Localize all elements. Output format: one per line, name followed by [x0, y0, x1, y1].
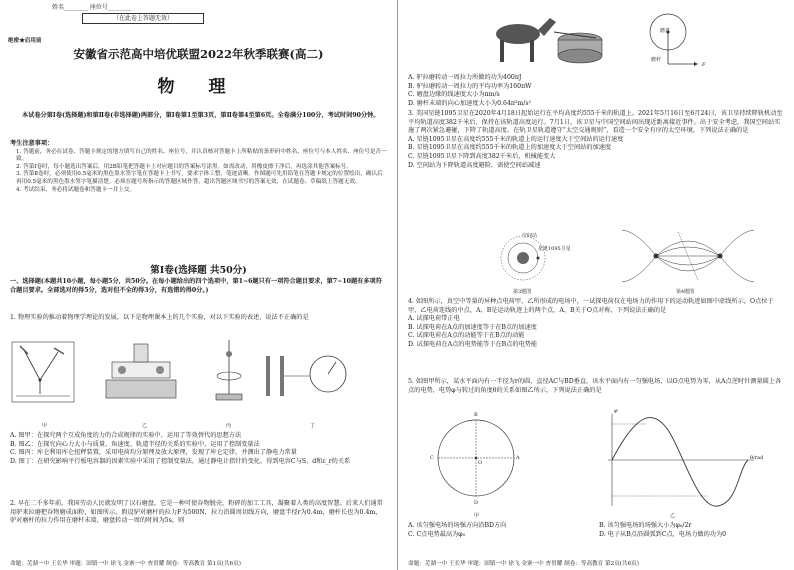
caption-bing: 丙 — [226, 423, 232, 429]
q4-option-b: B. 试探电荷在A点的加速度等于在B点的加速度 — [408, 323, 537, 331]
left-footer — [10, 559, 387, 567]
label-d: D — [474, 500, 479, 506]
notes-title: 考生注意事项： — [10, 140, 54, 147]
q3-option-a: A. 星链1095卫星在高度约555千米的轨道上的运行速度大于空间站的运行速度 — [408, 135, 624, 143]
q2-option-a: A. 驴拉磨转动一周拉力所做的功为400πJ — [408, 74, 522, 81]
section-intro-block — [10, 278, 387, 295]
q4-option-d: D. 试探电荷在A点的电势能等于在B点的电势能 — [408, 340, 538, 348]
exam-title: 安徽省示范高中培优联盟2022年秋季联赛(高二) — [73, 47, 324, 61]
label-space-station: 空间站 — [522, 233, 538, 239]
q1-option-a: A. 图甲：在探究两个互成角度的力的合成规律的实验中，运用了等效替代的思想方法 — [10, 432, 242, 439]
millstone-illustration — [554, 32, 602, 63]
q4-option-c: C. 试探电荷在A点的动能等于在B点的动能 — [408, 332, 525, 340]
caption-jia: 甲 — [42, 423, 48, 429]
q1-options — [10, 432, 387, 466]
q5-stem: 5. 如图甲所示，某水平面内有一半径为r的圆，直径AC与BD垂直，该水平面内有一匀强电场，以O点电势为零，从A点逆时针测量圆上各点的电势，电势φ与转过的角度θ的关系如图乙所示，下列说法正确的是 — [408, 378, 782, 394]
footer-text: 命题：芜湖一中 王长华 审题：固镇一中 徐飞 金寨一中 查贯耀 制卷：等高教育 第2页(共6页) — [408, 561, 639, 567]
section-title: 第Ⅰ卷(选择题 共50分) — [150, 265, 247, 276]
q3-option-b: B. 星链1095卫星在高度约555千米的轨道上的加速度大于空间站的加速度 — [408, 144, 612, 152]
label-force: F — [702, 62, 706, 68]
secret-label: 绝密★启用前 — [8, 38, 42, 44]
q4-field-figure — [618, 226, 758, 288]
q2-option-c: C. 磨盘边缘的线速度大小为πm/s — [408, 91, 500, 99]
label-c: C — [430, 455, 434, 461]
q2-option-d: D. 磨杆末端的向心加速度大小为0.64π²m/s² — [408, 99, 532, 107]
q5-circle-figure — [426, 410, 526, 510]
q2-figure — [488, 4, 718, 72]
fig-yi-centripetal-apparatus — [106, 344, 176, 398]
q5-option-d: D. 电子从B点沿圆弧到C点，电场力做的功为0 — [599, 530, 727, 538]
right-page — [397, 0, 794, 570]
q5-options — [408, 522, 784, 539]
note-item: 3. 答第Ⅱ卷时，必须使用0.5毫米的黑色墨水签字笔在答题卡上书写，要求字体工整、笔迹清晰。作图题可先用铅笔在答题卡规定的位置绘出，确认后再用0.5毫米的黑色墨水签字笔描清楚。必须在题号所指示的答题区域作答，超出答题区域书写的答案无效，在试题卷、草稿纸上答题无效。 — [16, 171, 383, 185]
question-3 — [408, 110, 784, 170]
label-mopan: 磨盘 — [660, 28, 671, 34]
axis-phi-label: φ — [614, 408, 618, 414]
q2-options — [408, 74, 784, 108]
question-5 — [408, 378, 784, 395]
q1-option-c: C. 图丙：库仑利用库仑扭秤装置，采用电荷均分原理及放大原理，发现了库仑定律，并测出了静电力常量 — [10, 449, 297, 457]
q5-potential-graph — [598, 410, 758, 510]
label-b: B — [474, 412, 478, 418]
q2-stem: 2. 早在二千多年前，我国劳动人民就发明了汉石磨盘，它是一种可使谷物脱壳、粉碎的加工工具，凝聚着人类的高度智慧。后来人们通常用驴来拉磨把谷物磨成面粉，如图所示。假设驴对磨杆的拉力F为500N，拉力沿圆周切线方向，磨盘半径r为0.4m，磨杆长也为0.4m，驴对磨杆的拉力作用在磨杆末端，磨盘转动一周的时间为5s，则 — [10, 500, 383, 525]
section-intro: 一、选择题(本题共10小题，每小题5分，共50分。在每小题给出的四个选项中，第1~6题只有一项符合题目要求，第7~10题有多项符合题目要求。全部选对的得5分，选对但不全的得3分，有选错的得0分。) — [10, 278, 382, 294]
fig-jia-force-table — [12, 342, 74, 402]
q5-option-a: A. 该匀强电场的场强方向沿BD方向 — [408, 522, 507, 529]
label-mogan: 磨杆 — [651, 57, 662, 63]
label-a: A — [516, 455, 520, 461]
question-1 — [10, 314, 387, 323]
no-answer-notice: （在此卷上答题无效） — [82, 13, 204, 24]
axis-theta-label: θ/rad — [750, 455, 764, 461]
q5-option-b: B. 该匀强电场的场强大小为φ₀/2r — [599, 522, 692, 529]
q3-stem: 3. 美国星链1095卫星在2020年4月18日起始运行在平均高度约555千米的轨道上。2021年5月16日至6月24日，该卫星持续降轨机动至平均轨道高度382千米后，保持在该轨道高度运行。7月1日，该卫星与中国空间站间出现近距离接近事件。出于安全考虑，我国空间站实施了两次紧急避碰，下降了轨道高度。在轨卫星轨道遵守“太空交通规则”，看造一个安全有序的太空环境。下列说法正确的是 — [408, 110, 783, 135]
note-item: 2. 答第Ⅰ卷时，每小题选出答案后，用2B铅笔把答题卡上对应题目的答案标号涂黑。如需改动，用橡皮擦干净后，再选涂其他答案标号。 — [16, 163, 352, 170]
q1-option-d: D. 图丁：在研究影响平行板电容器的因素实验中采用了控制变量法，通过静电计指针的变化，得到电容C与S、d和ε_r的关系 — [10, 457, 351, 465]
caption-yi: 乙 — [142, 423, 148, 429]
q5-option-c: C. C点电势最高为φ₀ — [408, 530, 466, 538]
q3-option-d: D. 空间站为下降轨道高度避险，需使空间站减速 — [408, 161, 541, 169]
q4-stem: 4. 如图所示，真空中等量的异种点电荷甲、乙所形成的电场中，一试探电荷仅在电场力的作用下的运动轨迹如图中虚线所示，O点位于甲、乙电荷连线的中点，A、B是运动轨迹上的两个点，A、B关于O点对称，下列说法正确的是 — [408, 298, 774, 314]
intro-text: 本试卷分第Ⅰ卷(选择题)和第Ⅱ卷(非选择题)两部分，第Ⅰ卷第1至第3页，第Ⅱ卷第4至第6页。全卷满分100分，考试时间90分钟。 — [22, 112, 380, 119]
note-item: 4. 考试结束，务必将试题卷和答题卡一并上交。 — [16, 186, 135, 193]
q1-stem: 1. 物理实验的推动着物理学理论的发展，以下是物理课本上的几个实验，对以下实验的表述，说法不正确的是 — [10, 314, 309, 321]
q1-fig-captions — [0, 422, 397, 430]
subject-title: 物 理 — [157, 77, 240, 97]
q1-figures — [10, 336, 380, 420]
fig-bing-torsion-balance — [216, 340, 242, 400]
header-fields: 姓名________ 座位号________ — [52, 4, 132, 11]
question-4 — [408, 298, 784, 350]
fig-ding-capacitor — [266, 356, 346, 396]
intro-block — [10, 112, 387, 121]
q4-option-a: A. 试探电荷带正电 — [408, 315, 460, 323]
caption-q3: 第3题图 — [513, 289, 532, 295]
note-item: 1. 答题前，务必在试卷、答题卡规定的地方填写自己的姓名、座位号，并认真核对答题卡上所粘贴的条形码中姓名、座位号与本人姓名、座位号是否一致。 — [16, 148, 387, 163]
label-starlink: 星链1095卫星 — [538, 246, 571, 252]
notes-block — [10, 140, 387, 194]
q3-option-c: C. 星链1095卫星下降到高度382千米后，机械能变大 — [408, 152, 556, 160]
right-footer — [408, 559, 784, 567]
caption-yi-q5: 乙 — [670, 513, 676, 519]
label-o: O — [478, 460, 483, 466]
footer-text: 命题：芜湖一中 王长华 审题：固镇一中 徐飞 金寨一中 查贯耀 制卷：等高教育 第1页(共6页) — [10, 561, 241, 567]
caption-jia-q5: 甲 — [474, 513, 480, 519]
caption-q4: 第4题图 — [676, 289, 695, 295]
donkey-illustration — [496, 18, 556, 62]
q2-option-b: B. 驴拉磨转动一周拉力的平均功率为160πW — [408, 82, 532, 90]
caption-ding: 丁 — [310, 423, 316, 429]
question-2 — [10, 500, 387, 526]
q1-option-b: B. 图乙：在探究向心力大小与质量、角速度、轨道半径的关系的实验中，运用了控制变量法 — [10, 440, 260, 448]
